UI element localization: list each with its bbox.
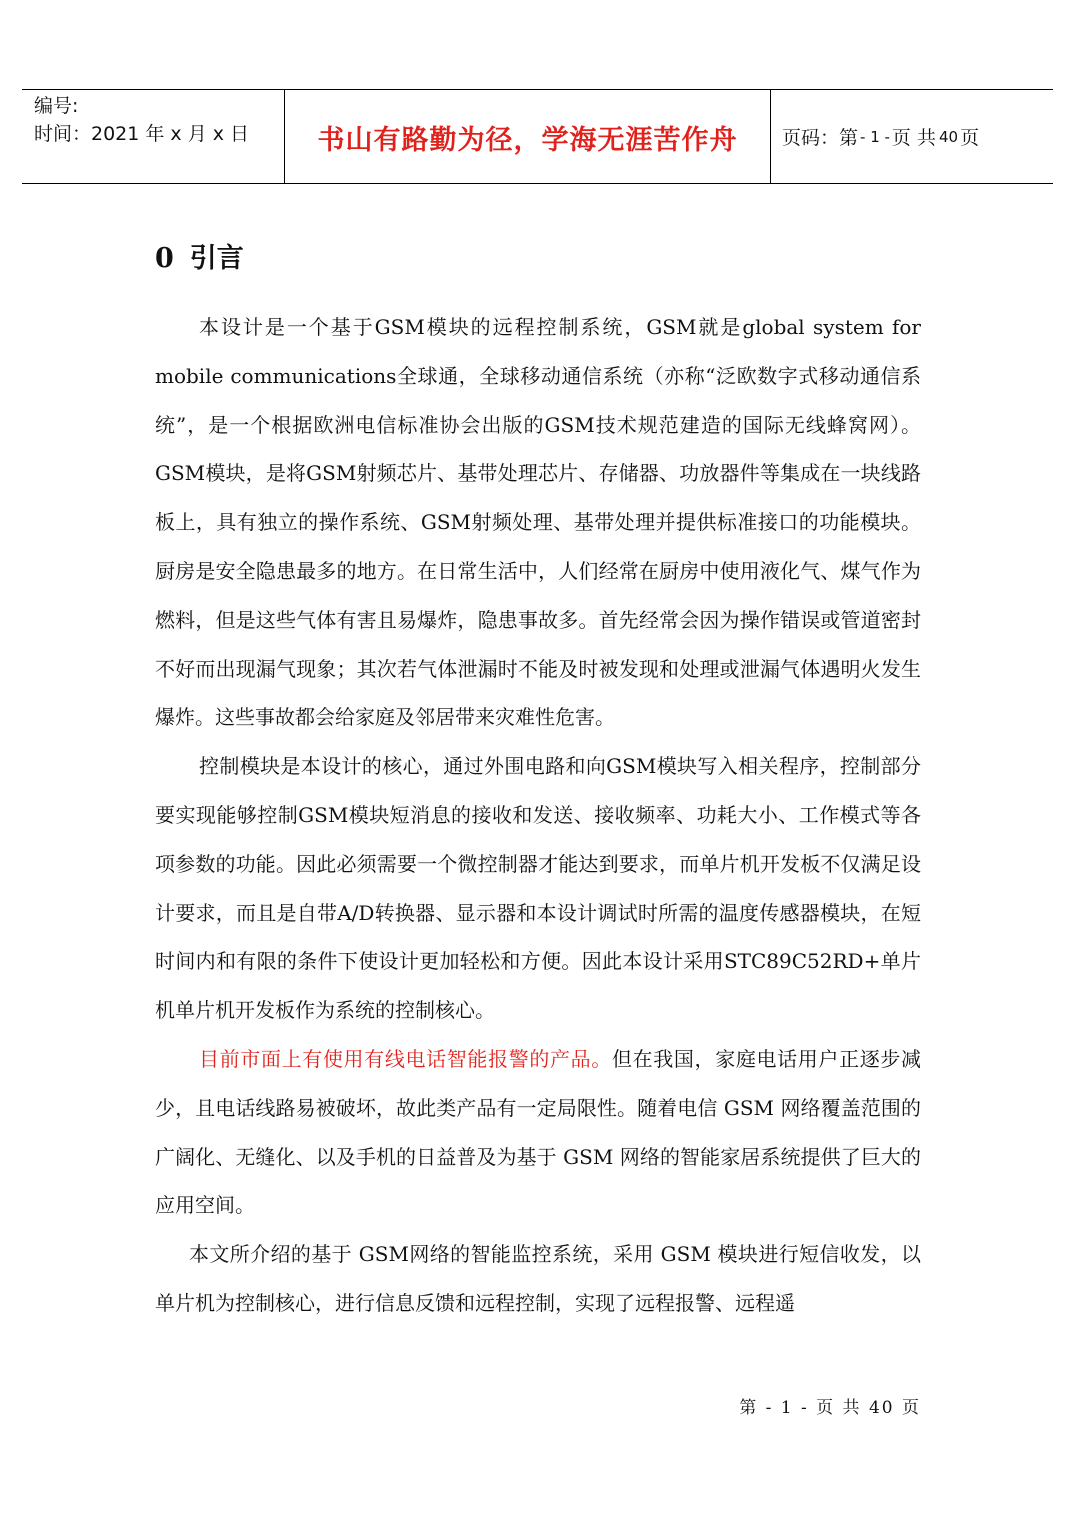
paragraph-system: 本文所介绍的基于 GSM网络的智能监控系统，采用 GSM 模块进行短信收发，以单片机为控制核心，进行信息反馈和远程控制，实现了远程报警、远程遥 [155,1242,921,1315]
section-number: 0 [155,243,174,274]
header-info-cell [22,90,285,183]
section-title: 引言 [189,243,244,274]
document-number-label: 编号: [34,95,79,117]
header-page-cell [771,90,1053,183]
highlighted-sentence: 目前市面上有使用有线电话智能报警的产品。 [199,1046,612,1071]
document-date: 时间：2021 年 x 月 x 日 [34,123,250,145]
paragraph-market-rest: 但在我国，家庭电话用户正逐步减少，且电话线路易被破坏，故此类产品有一定局限性。随着电信 GSM 网络覆盖范围的广阔化、无缝化、以及手机的日益普及为基于 GSM 网络的智能家居系统提供了巨大的应用空间。 [155,1046,922,1218]
page-prefix: 页码：第 [782,127,859,149]
document-body [155,303,921,1328]
page-total: 40 [938,127,959,146]
page-number: - 1 - [860,127,890,146]
page-footer: 第 - 1 - 页 共 40 页 [739,1398,921,1418]
page-suffix: 页 [960,127,980,149]
header-motto-cell [285,90,771,183]
section-heading [155,236,244,275]
paragraph-control-module: 控制模块是本设计的核心，通过外围电路和向GSM模块写入相关程序，控制部分要实现能够控制GSM模块短消息的接收和发送、接收频率、功耗大小、工作模式等各项参数的功能。因此必须需要一个微控制器才能达到要求，而单片机开发板不仅满足设计要求，而且是自带A/D转换器、显示器和本设计调试时所需的温度传感器模块，在短时间内和有限的条件下使设计更加轻松和方便。因此本设计采用STC89C52RD+单片机单片机开发板作为系统的控制核心。 [155,754,921,1023]
paragraph-intro: 本设计是一个基于GSM模块的远程控制系统，GSM就是global system for mobile communications全球通，全球移动通信系统（亦称“泛欧数字式移动通信系统”，是一个根据欧洲电信标准协会出版的GSM技术规范建造的国际无线蜂窝网）。GSM模块，是将GSM射频芯片、基带处理芯片、存储器、功放器件等集成在一块线路板上，具有独立的操作系统、GSM射频处理、基带处理并提供标准接口的功能模块。厨房是安全隐患最多的地方。在日常生活中，人们经常在厨房中使用液化气、煤气作为燃料，但是这些气体有害且易爆炸，隐患事故多。首先经常会因为操作错误或管道密封不好而出现漏气现象；其次若气体泄漏时不能及时被发现和处理或泄漏气体遇明火发生爆炸。这些事故都会给家庭及邻居带来灾难性危害。 [155,315,921,730]
header-motto: 书山有路勤为径，学海无涯苦作舟 [317,125,738,156]
page-mid: 页 共 [891,127,936,149]
page-header [22,89,1053,184]
paragraph-market [155,1035,921,1230]
